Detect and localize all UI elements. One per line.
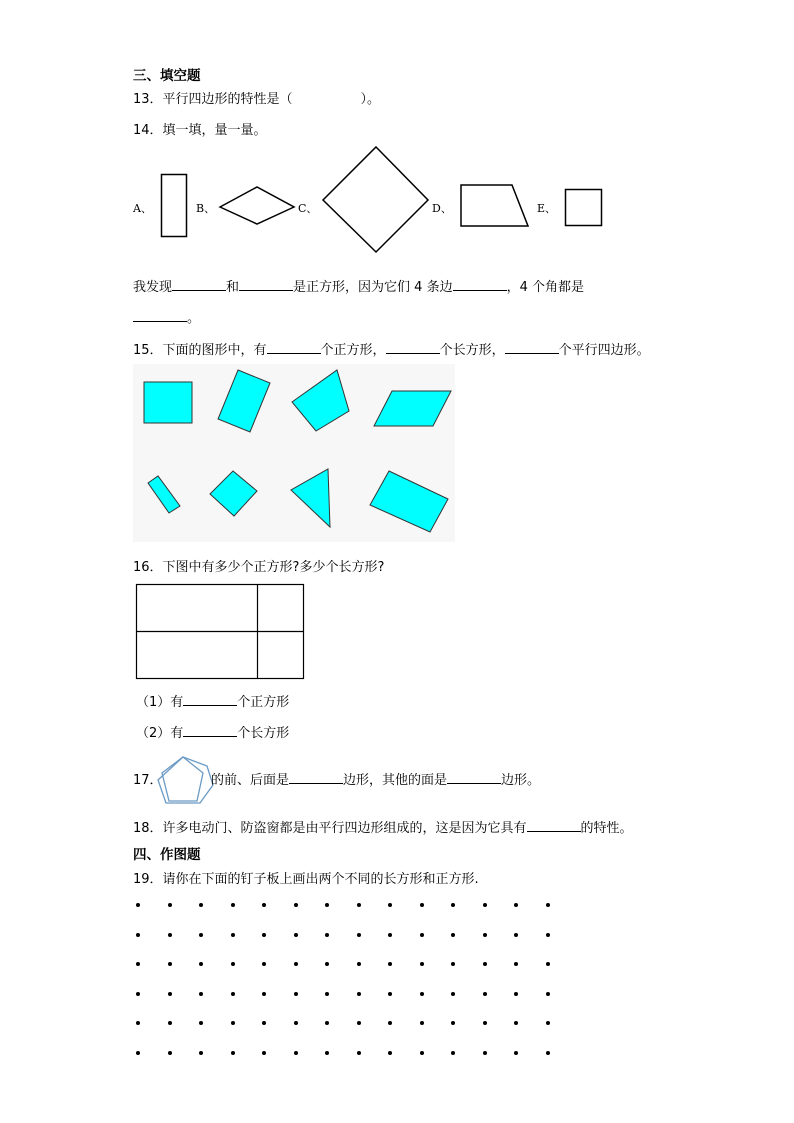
question-19: 19．请你在下面的钉子板上画出两个不同的长方形和正方形. [133,872,479,887]
peg-dot[interactable] [262,1021,266,1025]
prism-back-face [158,757,213,803]
shape-label-d: D、 [432,202,452,215]
shape-label-a: A、 [133,202,152,215]
peg-dot[interactable] [136,933,140,937]
section-title-fill-blanks: 三、填空题 [133,68,201,84]
shape-label-b: B、 [196,202,216,215]
peg-dot[interactable] [357,962,361,966]
peg-dot[interactable] [483,962,487,966]
peg-dot[interactable] [546,933,550,937]
peg-dot[interactable] [294,1051,298,1055]
peg-dot[interactable] [231,992,235,996]
peg-dot[interactable] [514,1051,518,1055]
peg-dot[interactable] [199,1021,203,1025]
peg-dot[interactable] [199,933,203,937]
peg-dot[interactable] [514,962,518,966]
peg-dot[interactable] [514,903,518,907]
peg-dot[interactable] [514,933,518,937]
peg-dot[interactable] [325,1051,329,1055]
peg-dot[interactable] [294,992,298,996]
peg-dot[interactable] [388,933,392,937]
peg-dot[interactable] [294,962,298,966]
peg-dot[interactable] [231,933,235,937]
q18-text-1: 18．许多电动门、防盗窗都是由平行四边形组成的，这是因为它具有 [133,821,527,836]
peg-dot[interactable] [136,1051,140,1055]
question-16: 16．下图中有多少个正方形?多少个长方形? [133,560,385,575]
peg-dot[interactable] [483,1051,487,1055]
peg-dot[interactable] [357,933,361,937]
peg-dot[interactable] [388,903,392,907]
peg-dot[interactable] [514,1021,518,1025]
section-title-drawing: 四、作图题 [133,847,201,863]
peg-dot[interactable] [388,992,392,996]
peg-dot[interactable] [231,1021,235,1025]
peg-dot[interactable] [546,992,550,996]
peg-dot[interactable] [199,1051,203,1055]
peg-dot[interactable] [420,1051,424,1055]
q14-text-3: 是正方形，因为它们 4 条边 [293,280,453,295]
question-17-number: 17． [133,773,163,788]
q16-a1-text-1: （1）有 [136,695,184,710]
peg-dot[interactable] [357,1021,361,1025]
peg-dot[interactable] [136,962,140,966]
q17-blank-1[interactable] [289,769,343,784]
peg-dot[interactable] [357,992,361,996]
peg-dot[interactable] [168,1051,172,1055]
q16-a2-text-2: 个长方形 [237,726,290,741]
prism-front-face [162,757,203,801]
question-17 [211,769,540,788]
peg-dot[interactable] [420,903,424,907]
peg-dot[interactable] [388,1051,392,1055]
peg-dot[interactable] [420,962,424,966]
peg-dot[interactable] [546,962,550,966]
q18-text-2: 的特性。 [580,821,633,836]
peg-dot[interactable] [357,1051,361,1055]
q15-text-2: 个正方形， [320,343,386,358]
peg-dot[interactable] [199,962,203,966]
peg-dot[interactable] [388,1021,392,1025]
peg-dot[interactable] [262,962,266,966]
question-14: 14．填一填，量一量。 [133,123,267,138]
peg-dot[interactable] [136,992,140,996]
q15-text-3: 个长方形， [439,343,505,358]
peg-dot[interactable] [294,903,298,907]
q14-text-4: ，4 个角都是 [506,280,584,295]
q14-text-5: 。 [187,311,201,326]
peg-dot[interactable] [262,933,266,937]
q15-text-1: 15．下面的图形中，有 [133,343,267,358]
peg-dot[interactable] [483,1021,487,1025]
peg-dot[interactable] [262,903,266,907]
q18-blank[interactable] [527,817,581,832]
peg-dot[interactable] [136,903,140,907]
peg-dot[interactable] [546,1051,550,1055]
q17-text-1: 的前、后面是 [211,773,290,788]
peg-dot[interactable] [420,1021,424,1025]
q16-a1-text-2: 个正方形 [237,695,290,710]
peg-dot[interactable] [451,992,455,996]
shape-label-e: E、 [537,202,557,215]
q16-a2-text-1: （2）有 [136,726,184,741]
peg-dot[interactable] [451,962,455,966]
peg-dot[interactable] [420,992,424,996]
peg-dot[interactable] [136,1021,140,1025]
peg-dot[interactable] [294,933,298,937]
peg-dot[interactable] [451,903,455,907]
shape-label-c: C、 [298,202,318,215]
peg-dot[interactable] [262,1051,266,1055]
peg-dot[interactable] [483,992,487,996]
peg-dot[interactable] [325,903,329,907]
q17-text-2: 边形，其他的面是 [343,773,448,788]
peg-dot[interactable] [546,903,550,907]
peg-dot[interactable] [325,933,329,937]
peg-dot[interactable] [168,933,172,937]
peg-dot[interactable] [231,1051,235,1055]
peg-dot[interactable] [483,903,487,907]
q17-text-3: 边形。 [501,773,541,788]
peg-dot[interactable] [420,933,424,937]
peg-dot[interactable] [168,992,172,996]
peg-dot[interactable] [388,962,392,966]
peg-dot[interactable] [168,903,172,907]
peg-dot[interactable] [294,1021,298,1025]
peg-dot[interactable] [262,992,266,996]
peg-dot[interactable] [199,903,203,907]
q17-blank-2[interactable] [447,769,501,784]
peg-dot[interactable] [483,933,487,937]
peg-dot[interactable] [325,992,329,996]
peg-dot[interactable] [325,1021,329,1025]
peg-dot[interactable] [451,933,455,937]
peg-dot[interactable] [451,1051,455,1055]
peg-dot[interactable] [514,992,518,996]
q14-text-1: 我发现 [133,280,173,295]
q14-text-2: 和 [226,280,240,295]
peg-dot[interactable] [231,903,235,907]
q13-text-before: 13．平行四边形的特性是（ [133,92,293,107]
peg-dot[interactable] [231,962,235,966]
peg-dot[interactable] [168,1021,172,1025]
peg-dot[interactable] [168,962,172,966]
question-18 [133,817,633,836]
peg-dot[interactable] [199,992,203,996]
q15-text-4: 个平行四边形。 [558,343,650,358]
peg-dot[interactable] [357,903,361,907]
q13-text-after: ）。 [360,92,381,107]
peg-dot[interactable] [546,1021,550,1025]
peg-dot[interactable] [451,1021,455,1025]
peg-dot[interactable] [325,962,329,966]
